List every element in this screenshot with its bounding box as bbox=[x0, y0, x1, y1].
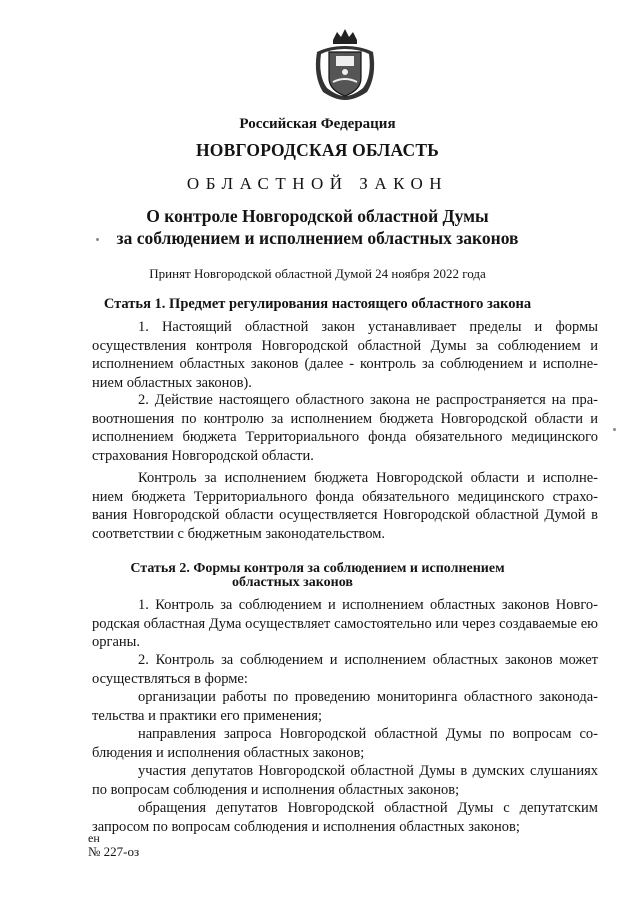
article1-heading: Статья 1. Предмет регулирования настоящего областного закона bbox=[103, 296, 532, 312]
scan-speck bbox=[613, 428, 616, 431]
law-title-line1: О контроле Новгородской областной Думы bbox=[146, 206, 489, 226]
article2-heading-line1: Статья 2. Формы контроля за соблюдением и исполнением bbox=[130, 561, 505, 576]
adoption-date: Принят Новгородской областной Думой 24 ноября 2022 года bbox=[149, 266, 486, 281]
law-title-line2: за соблюдением и исполнением областных законов bbox=[116, 228, 519, 248]
coat-of-arms-icon bbox=[309, 26, 381, 102]
article2-paragraph1: 1. Контроль за соблюдением и исполнением областных законов Новго- родская областная Дума осуществляет самостоятельно или через создаваемые ею органы. bbox=[92, 597, 598, 650]
article2-item4: обращения депутатов Новгородской областной Думы с депутатским запросом по вопросам соблюдения и исполнения областных законов; bbox=[92, 800, 598, 835]
law-title bbox=[0, 205, 635, 249]
article2-heading-line2: областных законов bbox=[232, 575, 353, 590]
article1-paragraph1: 1. Настоящий областной закон устанавливает пределы и формы осуществления контроля Новгородской областной Думы за соблюдением и исполнением областных законов (далее - контроль за соблюдением и исполне- нием областных законов). bbox=[92, 319, 598, 391]
article2-heading bbox=[0, 562, 635, 590]
article1-paragraph3: Контроль за исполнением бюджета Новгородской области и исполне- нием бюджета Территориального фонда обязательного медицинского страхо- вания Новгородской области осуществляется Новгородской областной Думой в соответствии с бюджетным законодательством. bbox=[92, 470, 598, 542]
article2-item2: направления запроса Новгородской областной Думы по вопросам со- блюдения и исполнения областных законов; bbox=[92, 726, 598, 761]
law-number: № 227-оз bbox=[88, 844, 140, 859]
document-type: ОБЛАСТНОЙ ЗАКОН bbox=[186, 174, 449, 193]
federation-label: Российская Федерация bbox=[239, 116, 396, 132]
executor-initials: ен bbox=[88, 831, 100, 845]
scan-speck bbox=[96, 238, 99, 241]
article1-paragraph2: 2. Действие настоящего областного закона не распространяется на пра- воотношения по контролю за исполнением бюджета Новгородской области и исполнением бюджета Территориального фонда обязательного медицинского страхования Новгородской области. bbox=[92, 392, 598, 464]
article2-item1: организации работы по проведению мониторинга областного законода- тельства и практики его применения; bbox=[92, 689, 598, 724]
article2-item3: участия депутатов Новгородской областной Думы в думских слушаниях по вопросам соблюдения и исполнения областных законов; bbox=[92, 763, 598, 798]
article2-paragraph2: 2. Контроль за соблюдением и исполнением областных законов может осуществляться в форме: bbox=[92, 652, 598, 687]
region-label: НОВГОРОДСКАЯ ОБЛАСТЬ bbox=[196, 140, 439, 160]
